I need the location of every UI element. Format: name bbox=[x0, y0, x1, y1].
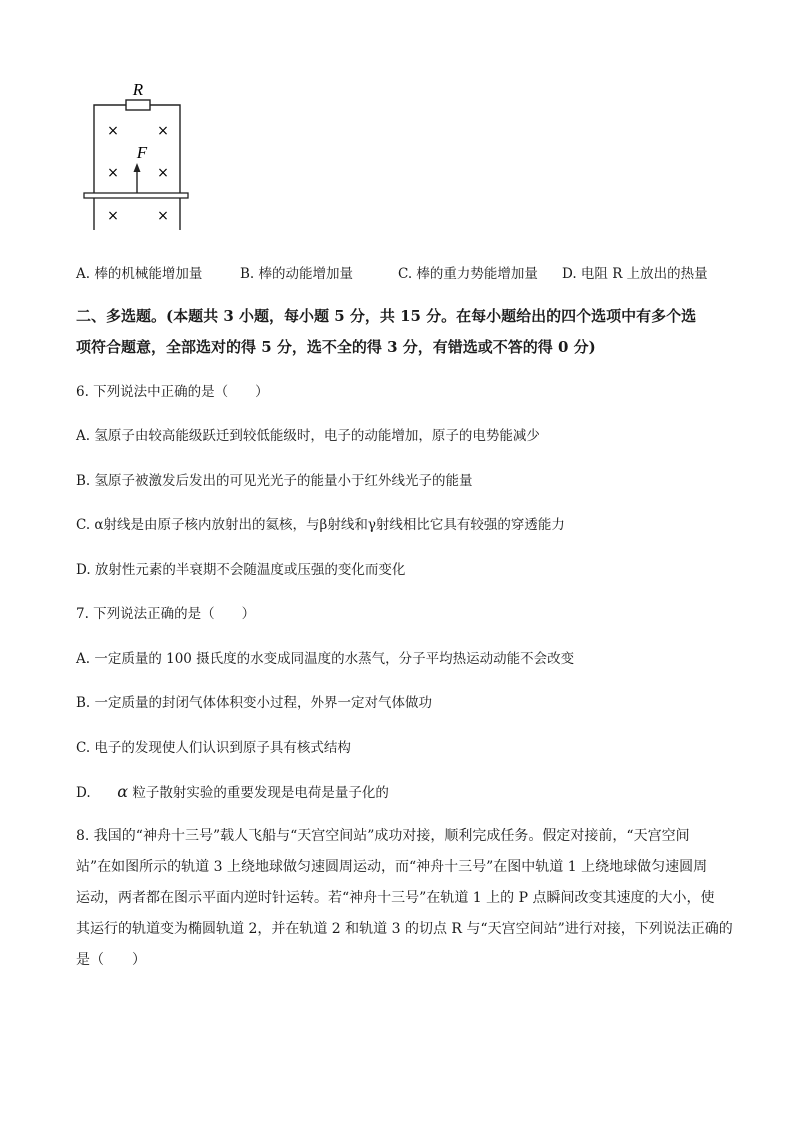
section-heading-line1: 二、多选题。(本题共 3 小题，每小题 5 分，共 15 分。在每小题给出的四个选项中有多个选 bbox=[76, 307, 697, 325]
circuit-figure bbox=[80, 80, 200, 240]
q8-line2: 站”在如图所示的轨道 3 上绕地球做匀速圆周运动，而“神舟十三号”在图中轨道 1 上绕地球做匀速圆周 bbox=[76, 859, 708, 875]
q5-option-b: B. 棒的动能增加量 bbox=[240, 266, 354, 282]
resistor bbox=[126, 100, 150, 110]
q8-line1: 8. 我国的“神舟十三号”载人飞船与“天宫空间站”成功对接，顺利完成任务。假定对接前，“天宫空间 bbox=[76, 828, 690, 844]
q5-option-d: D. 电阻 R 上放出的热量 bbox=[562, 266, 708, 282]
q6-option-d: D. 放射性元素的半衰期不会随温度或压强的变化而变化 bbox=[76, 562, 406, 578]
q7-option-c: C. 电子的发现使人们认识到原子具有核式结构 bbox=[76, 740, 351, 756]
q8-line4: 其运行的轨道变为椭圆轨道 2，并在轨道 2 和轨道 3 的切点 R 与“天宫空间站”进行对接，下列说法正确的 bbox=[76, 921, 733, 937]
q7-stem: 7. 下列说法正确的是（ ） bbox=[76, 606, 256, 622]
q7-option-a: A. 一定质量的 100 摄氏度的水变成同温度的水蒸气，分子平均热运动动能不会改变 bbox=[76, 651, 575, 667]
conducting-rod bbox=[84, 193, 188, 198]
field-mark: × bbox=[157, 208, 169, 224]
section-heading-line2: 项符合题意，全部选对的得 5 分，选不全的得 3 分，有错选或不答的得 0 分) bbox=[76, 338, 596, 356]
field-mark: × bbox=[157, 123, 169, 139]
q7-option-d-text: 粒子散射实验的重要发现是电荷是量子化的 bbox=[132, 785, 389, 801]
q5-option-a: A. 棒的机械能增加量 bbox=[76, 266, 203, 282]
resistor-label: R bbox=[132, 80, 144, 99]
q5-option-c: C. 棒的重力势能增加量 bbox=[398, 266, 538, 282]
q6-option-b: B. 氢原子被激发后发出的可见光光子的能量小于红外线光子的能量 bbox=[76, 473, 473, 489]
force-arrow-head bbox=[134, 163, 141, 172]
q6-option-a: A. 氢原子由较高能级跃迁到较低能级时，电子的动能增加，原子的电势能减少 bbox=[76, 428, 540, 444]
q8-line3: 运动，两者都在图示平面内逆时针运转。若“神舟十三号”在轨道 1 上的 P 点瞬间改变其速度的大小，使 bbox=[76, 890, 715, 906]
q7-option-d bbox=[76, 782, 389, 803]
q6-stem: 6. 下列说法中正确的是（ ） bbox=[76, 384, 269, 400]
q6-option-c: C. α射线是由原子核内放射出的氦核，与β射线和γ射线相比它具有较强的穿透能力 bbox=[76, 517, 565, 533]
circuit-diagram bbox=[80, 80, 200, 240]
field-mark: × bbox=[107, 208, 119, 224]
field-mark: × bbox=[157, 165, 169, 181]
q7-option-d-prefix: D. bbox=[76, 785, 91, 801]
q8-line5: 是（ ） bbox=[76, 952, 146, 968]
field-mark: × bbox=[107, 123, 119, 139]
field-mark: × bbox=[107, 165, 119, 181]
force-label: F bbox=[136, 143, 148, 162]
q7-option-b: B. 一定质量的封闭气体体积变小过程，外界一定对气体做功 bbox=[76, 695, 433, 711]
alpha-symbol: α bbox=[117, 782, 129, 801]
